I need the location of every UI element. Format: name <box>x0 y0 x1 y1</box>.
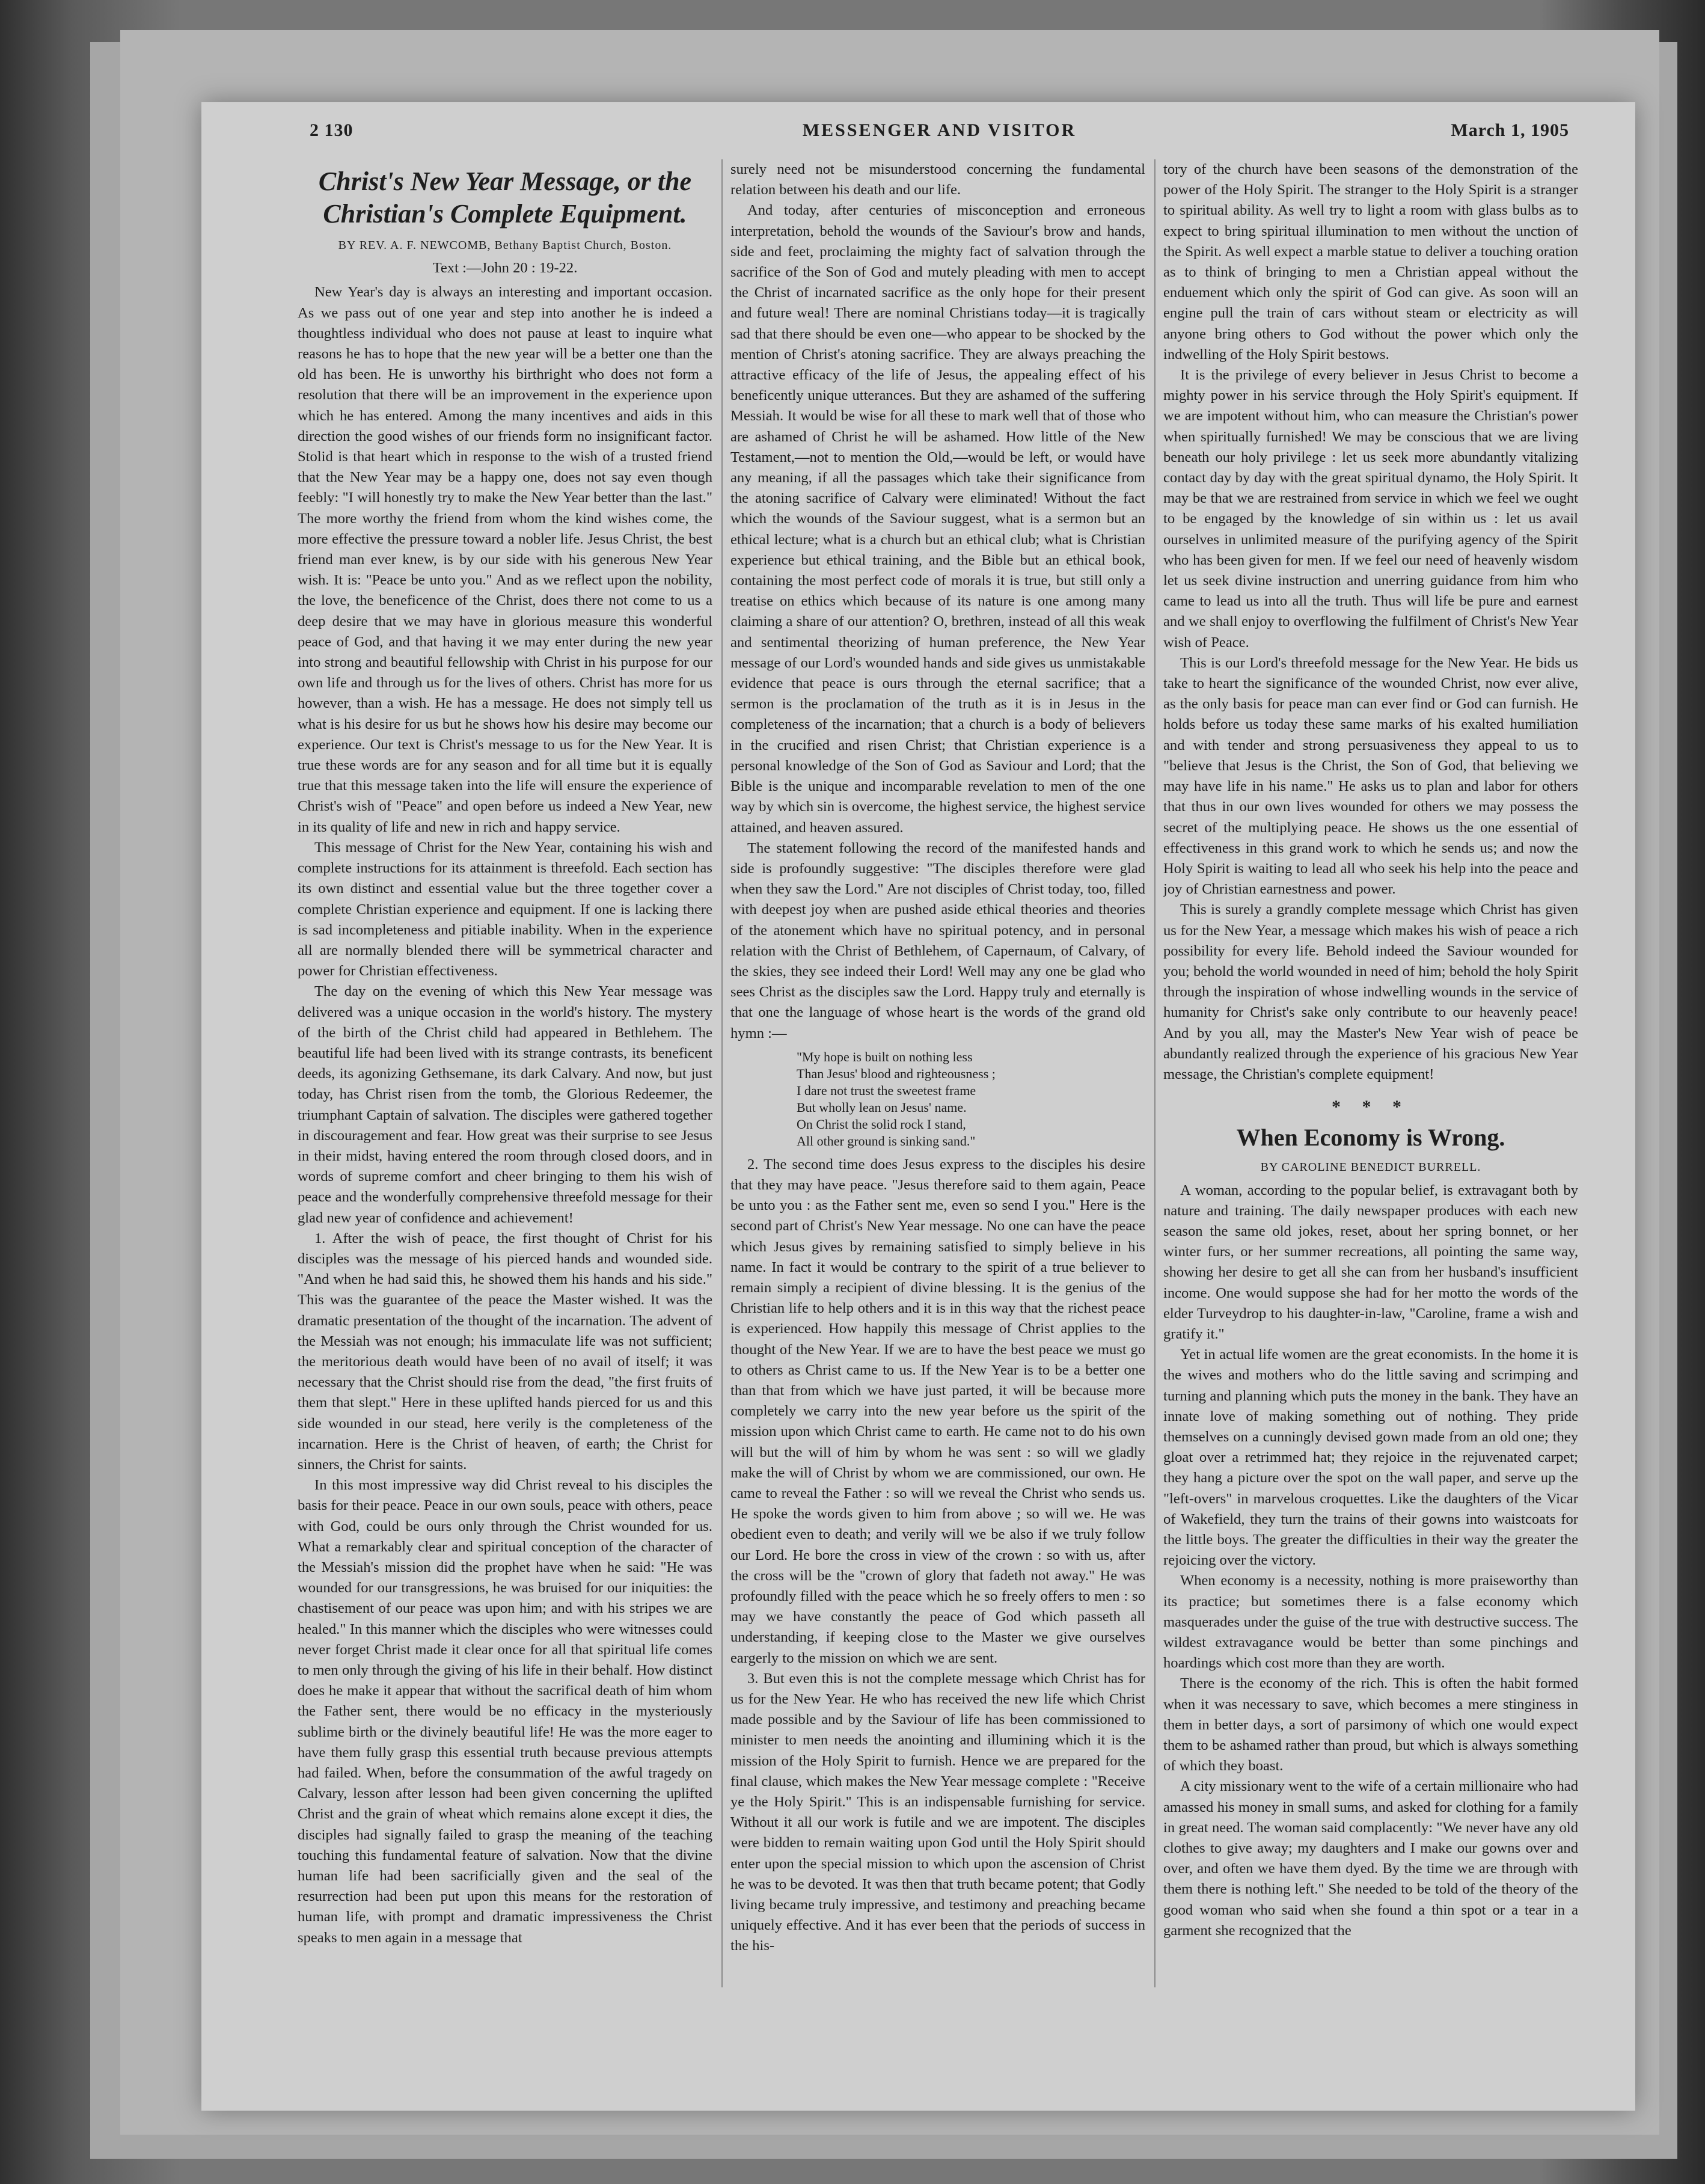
paragraph: The statement following the record of the manifested hands and side is profoundly suggestive: "The disciples therefore were glad when they saw the Lord." Are not disciples of Christ today, too, filled with deepest joy when are pushed aside ethical theories and theories of the atonement which have no spiritual potency, and in personal relation with the Christ of Bethlehem, of Capernaum, of Calvary, of the skies, they see indeed their Lord! Well may any one be glad who sees Christ as the disciples saw the Lord. Happy truly and eternally is that one the language of whose heart is the words of the grand old hymn :— <box>730 839 1145 1041</box>
paragraph: A city missionary went to the wife of a certain millionaire who had amassed his money in small sums, and asked for clothing for a family in great need. The woman said complacently: "We never have any old clothes to give away; my daughters and I make our gowns over and over, and often we have them dyed. By the time we are through with them there is nothing left." She needed to be told of the theory of the good woman who said when she found a thin spot or a tear in a garment she recognized that the <box>1163 1778 1578 1939</box>
paragraph: surely need not be misunderstood concerning the fundamental relation between his death and our life. <box>730 161 1145 198</box>
paragraph: 3. But even this is not the complete message which Christ has for us for the New Year. He who has received the new life which Christ made possible and by the Saviour of life has been commissioned to minister to men needs the anointing and illumining which it is the mission of the Holy Spirit to furnish. Hence we are prepared for the final clause, which makes the New Year message complete : "Receive ye the Holy Spirit." This is an indispensable furnishing for service. Without it all our work is futile and we are impotent. The disciples were bidden to remain waiting upon God until the Holy Spirit should enter upon the special mission to which upon the ascension of Christ he was to be devoted. It was then that truth became potent; that Godly living became truly impressive, and testimony and preaching became uniquely effective. And it has ever been that the periods of success in the his- <box>730 1670 1145 1954</box>
paragraph: New Year's day is always an interesting and important occasion. As we pass out of one year and step into another he is indeed a thoughtless individual who does not pause at least to inquire what reasons he has to hope that the new year will be a better one than the old has been. He is unworthy his birthright who does not form a resolution that there will be an improvement in the experience upon which he has entered. Among the many incentives and aids in this direction the good wishes of our friends form no insignificant factor. Stolid is that heart which in response to the wish of a trusted friend that the New Year may be a happy one, does not say even though feebly: "I will honestly try to make the New Year better than the last." The more worthy the friend from whom the kind wishes come, the more effective the pressure toward a nobler life. Jesus Christ, the best friend man ever knew, is by our side with his generous New Year wish. It is: "Peace be unto you." And as we reflect upon the nobility, the love, the beneficence of the Christ, does there not come to us a deep desire that we may have in glorious measure this wonderful peace of God, and that having it we may enter during the new year into strong and beautiful fellowship with Christ in his purpose for our own life and through us for the lives of others. Christ has more for us however, than a wish. He has a message. He does not simply tell us what is his desire for us but he shows how his desire may become our experience. Our text is Christ's message to us for the New Year. It is true these words are for any season and for all time but it is equally true that this message taken into the life will ensure the experience of Christ's wish of "Peace" and open before us indeed a New Year, new in its quality of life and new in rich and happy service. <box>298 284 712 835</box>
section-separator: * * * <box>1332 1097 1410 1117</box>
paragraph: This message of Christ for the New Year, containing his wish and complete instructions for its attainment is threefold. Each section has its own distinct and essential value but the three together cover a complete Christian experience and equipment. If one is lacking there is sad incompleteness and pitiable inability. When in the experience all are normally blended there will be symmetrical character and power for Christian effectiveness. <box>298 839 712 980</box>
hymn-line: Than Jesus' blood and righteousness ; <box>797 1066 996 1081</box>
paragraph: There is the economy of the rich. This is often the habit formed when it was necessary to save, which becomes a mere stinginess in them in better days, a sort of parsimony of which one would expect them to be ashamed rather than proud, but which is always something of which they boast. <box>1163 1675 1578 1774</box>
paragraph: 1. After the wish of peace, the first thought of Christ for his disciples was the message of his pierced hands and wounded side. "And when he had said this, he showed them his hands and his side." This was the guarantee of the peace the Master wished. It was the dramatic presentation of the thought of the incarnation. The advent of the Messiah was not enough; his immaculate life was not sufficient; the meritorious death would have been of no avail of itself; it was necessary that the Christ should rise from the dead, "the first fruits of them that slept." Here in these uplifted hands pierced for us and this side wounded in our stead, here verily is the completeness of the incarnation. Here is the Christ of heaven, of earth; the Christ for sinners, the Christ for saints. <box>298 1230 712 1473</box>
newspaper-page <box>201 102 1635 2111</box>
hymn-line: On Christ the solid rock I stand, <box>797 1116 966 1132</box>
scripture-reference: Text :—John 20 : 19-22. <box>432 260 578 277</box>
column-3 <box>1163 159 1578 1993</box>
column-rule <box>721 159 723 1987</box>
page-header <box>310 120 1569 156</box>
paragraph: This is our Lord's threefold message for the New Year. He bids us take to heart the significance of the wounded Christ, now ever alive, as the only basis for peace man can ever find or God can furnish. He holds before us today these same marks of his exalted humiliation and with tender and strong persuasiveness they appeal to us to "believe that Jesus is the Christ, the Son of God, that believing we may have life in his name." He asks us to plan and labor for others that thus in our own lives wounded for others we may possess the secret of the multiplying peace. He shows us the one essential of effectiveness in this grand work to which he sends us; and now the Holy Spirit is waiting to lead all who seek his help into the peace and joy of Christian earnestness and power. <box>1163 654 1578 898</box>
paragraph: The day on the evening of which this New Year message was delivered was a unique occasion in the world's history. The mystery of the birth of the Christ child had appeared in Bethlehem. The beautiful life had been lived with its strange contrasts, its beneficent deeds, its agonizing Gethsemane, its dark Calvary. And now, but just today, has Christ risen from the tomb, the Glorious Redeemer, the triumphant Captain of salvation. The disciples were gathered together in discouragement and fear. How great was their surprise to see Jesus in their midst, having entered the room through closed doors, and in words of supreme comfort and cheer bringing to them his wish of peace and the wonderfully comprehensive threefold message for their glad new year of confidence and achievement! <box>298 983 712 1226</box>
article-byline: BY CAROLINE BENEDICT BURRELL. <box>1260 1161 1481 1174</box>
paragraph: A woman, according to the popular belief, is extravagant both by nature and training. The daily newspaper produces with each new season the same old jokes, reset, about her spring bonnet, or her winter furs, or her summer recreations, all pointing the same way, showing her desire to get all she can from her husband's insufficient income. One would suppose she had for her motto the words of the elder Turveydrop to his daughter-in-law, "Caroline, frame a wish and gratify it." <box>1163 1182 1578 1342</box>
hymn-line: But wholly lean on Jesus' name. <box>797 1099 967 1115</box>
article-title: When Economy is Wrong. <box>1236 1124 1505 1152</box>
column-1 <box>298 159 712 1987</box>
hymn-line: I dare not trust the sweetest frame <box>797 1082 976 1098</box>
masthead: MESSENGER AND VISITOR <box>802 120 1077 140</box>
hymn-line: "My hope is built on nothing less <box>797 1049 973 1064</box>
paragraph: Yet in actual life women are the great economists. In the home it is the wives and mothers who do the little saving and scrimping and turning and planning which puts the money in the bank. They have an innate love of making something out of nothing. They pride themselves on a cunningly devised gown made from an old one; they gloat over a retrimmed hat; they rejoice in the rejuvenated carpet; they hang a picture over the spot on the wall paper, and serve up the "left-overs" in marvelous croquettes. Like the daughters of the Vicar of Wakefield, they turn the trains of their gowns into waistcoats for the little boys. The greater the difficulties in their way the greater the rejoicing over the victory. <box>1163 1346 1578 1569</box>
paragraph: And today, after centuries of misconception and erroneous interpretation, behold the wounds of the Saviour's brow and hands, side and feet, proclaiming the mighty fact of salvation through the sacrifice of the Son of God and mutely pleading with men to accept the Christ of incarnated sacrifice as the only hope for their present and future weal! There are nominal Christians today—it is tragically sad that there should be even one—who appear to be shocked by the mention of Christ's atoning sacrifice. They are always preaching the attractive efficacy of the life of Jesus, the appealing effect of his beneficently unique utterances. But they are ashamed of the suffering Messiah. It would be wise for all these to mark well that of those who are ashamed of Christ he will be ashamed. How little of the New Testament,—not to mention the Old,—would be left, or would have any meaning, if all the passages which take their significance from the atoning sacrifice of Calvary were eliminated! Without the fact which the wounds of the Saviour suggest, what is a sermon but an ethical lecture; what is a church but an ethical club; what is Christian experience but ethical training, and the Bible but an ethical book, containing the most perfect code of morals it is true, but still only a treatise on ethics which because of its nature is one among many claiming a share of our attention? O, brethren, instead of all this weak and sentimental theorizing of human preference, the New Year message of our Lord's wounded hands and side gives us unmistakable evidence that peace is ours through the eternal sacrifice; that a sermon is the proclamation of the truth as it is in Jesus in the completeness of the incarnation; that a church is a body of believers in the crucified and risen Christ; that Christian experience is a personal knowledge of the Son of God as Saviour and Lord; that the Bible is the unique and incomparable revelation to men of the one way by which sin is overcome, the highest service, the highest service attained, and heaven assured. <box>730 202 1145 836</box>
article-byline: BY REV. A. F. NEWCOMB, Bethany Baptist Church, Boston. <box>338 239 672 252</box>
issue-date: March 1, 1905 <box>1451 120 1569 140</box>
paragraph: In this most impressive way did Christ reveal to his disciples the basis for their peace. Peace in our own souls, peace with others, peace with God, could be ours only through the Christ wounded for us. What a remarkably clear and spiritual conception of the character of the Messiah's mission did the prophet have when he said: "He was wounded for our transgressions, he was bruised for our iniquities: the chastisement of our peace was upon him; and with his stripes we are healed." In this manner which the disciples who were witnesses could never forget Christ made it clear once for all that spiritual life comes to men only through the giving of his life in their behalf. How distinct does he make it appear that without the sacrifical death of him whom the Father sent, there would be no efficacy in the mysteriously sublime birth or the divinely beautiful life! He was the more eager to have them fully grasp this essential truth because previous attempts had failed. When, before the consummation of the awful tragedy on Calvary, lesson after lesson had been given concerning the uplifted Christ and the grain of wheat which remains alone except it dies, the disciples had signally failed to grasp the meaning of the teaching touching this fundamental feature of salvation. Now that the divine human life had been sacrificially given and the seal of the resurrection had been put upon this means for the restoration of human life, with prompt and dramatic impressiveness the Christ speaks to men again in a message that <box>298 1477 712 1946</box>
column-rule <box>1154 159 1156 1987</box>
column-2 <box>730 159 1145 1993</box>
hymn-line: All other ground is sinking sand." <box>797 1133 976 1149</box>
paragraph: 2. The second time does Jesus express to the disciples his desire that they may have peace. "Jesus therefore said to them again, Peace be unto you : as the Father sent me, even so send I you." Here is the second part of Christ's New Year message. No one can have the peace which Jesus gives by remaining satisfied to simply believe in his name. In fact it would be contrary to the spirit of a true believer to remain simply a recipient of divine blessing. It is the genius of the Christian life to help others and it is in this way that the richest peace is experienced. How happily this message of Christ applies to the thought of the New Year. If we are to have the best peace we must go to others as Christ came to us. If the New Year is to be a better one than that from which we have just parted, it will be because more completely we carry into the new year before us the spirit of the mission upon which Christ came to earth. He came not to do his own will but the will of him by whom he was sent : so will we gladly make the will of Christ by whom we are commissioned, our own. He came to reveal the Father : so will we reveal the Christ who sends us. He spoke the words given to him from above ; so will we. He was obedient even to death; and verily will we be also if we truly follow our Lord. He bore the cross in view of the crown : so with us, after the cross will be the "crown of glory that fadeth not away." He was profoundly filled with the peace which he so freely offers to men : so may we have constantly the peace of God which passeth all understanding, if keeping close to the Master we give ourselves eargerly to the mission on which we are sent. <box>730 1156 1145 1666</box>
paragraph: tory of the church have been seasons of the demonstration of the power of the Holy Spirit. The stranger to the Holy Spirit is a stranger to spiritual ability. As well try to light a room with glass bulbs as to expect to bring spiritual illumination to men without the unction of the Spirit. As well expect a marble statue to deliver a touching oration as to think of bringing to men a Christian appeal without the enduement which only the spirit of God can give. As soon will an engine pull the train of cars without steam or electricity as will anyone bring others to God without the power which only the indwelling of the Holy Spirit bestows. <box>1163 161 1578 363</box>
paragraph: It is the privilege of every believer in Jesus Christ to become a mighty power in his service through the Holy Spirit's equipment. If we are impotent without him, who can measure the Christian's power when spiritually furnished! We may be conscious that we are living beneath our holy privilege : let us seek more abundantly vitalizing contact day by day with the great spiritual dynamo, the Holy Spirit. It may be that we are restrained from service in which we feel we ought to be engaged by the knowledge of sin within us : let us avail ourselves in unlimited measure of the purifying agency of the Spirit who has been given for men. If we feel our need of heavenly wisdom let us seek divine instruction and unerring guidance from him who came to lead us into all the truth. Thus will life be pure and earnest and we shall enjoy to overflowing the fulfilment of Christ's New Year wish of Peace. <box>1163 367 1578 651</box>
paragraph: This is surely a grandly complete message which Christ has given us for the New Year, a message which makes his wish of peace a rich possibility for every life. Behold indeed the Saviour wounded for you; behold the world wounded in need of him; behold the holy Spirit through the inspiration of whose indwelling wounds in the service of humanity for Christ's sake only contribute to our heavenly peace! And by you all, may the Master's New Year wish of peace be abundantly realized through the experience of his gracious New Year message, the Christian's complete equipment! <box>1163 901 1578 1082</box>
paragraph: When economy is a necessity, nothing is more praiseworthy than its practice; but sometimes there is a false economy which masquerades under the guise of the true with destructive success. The wildest extravagance would be better than some pinchings and hoardings which cost more than they are worth. <box>1163 1572 1578 1672</box>
hymn-quote <box>730 1049 1145 1150</box>
page-number: 2 130 <box>310 120 354 140</box>
article-title: Christ's New Year Message, or the Christian's Complete Equipment. <box>318 167 692 229</box>
